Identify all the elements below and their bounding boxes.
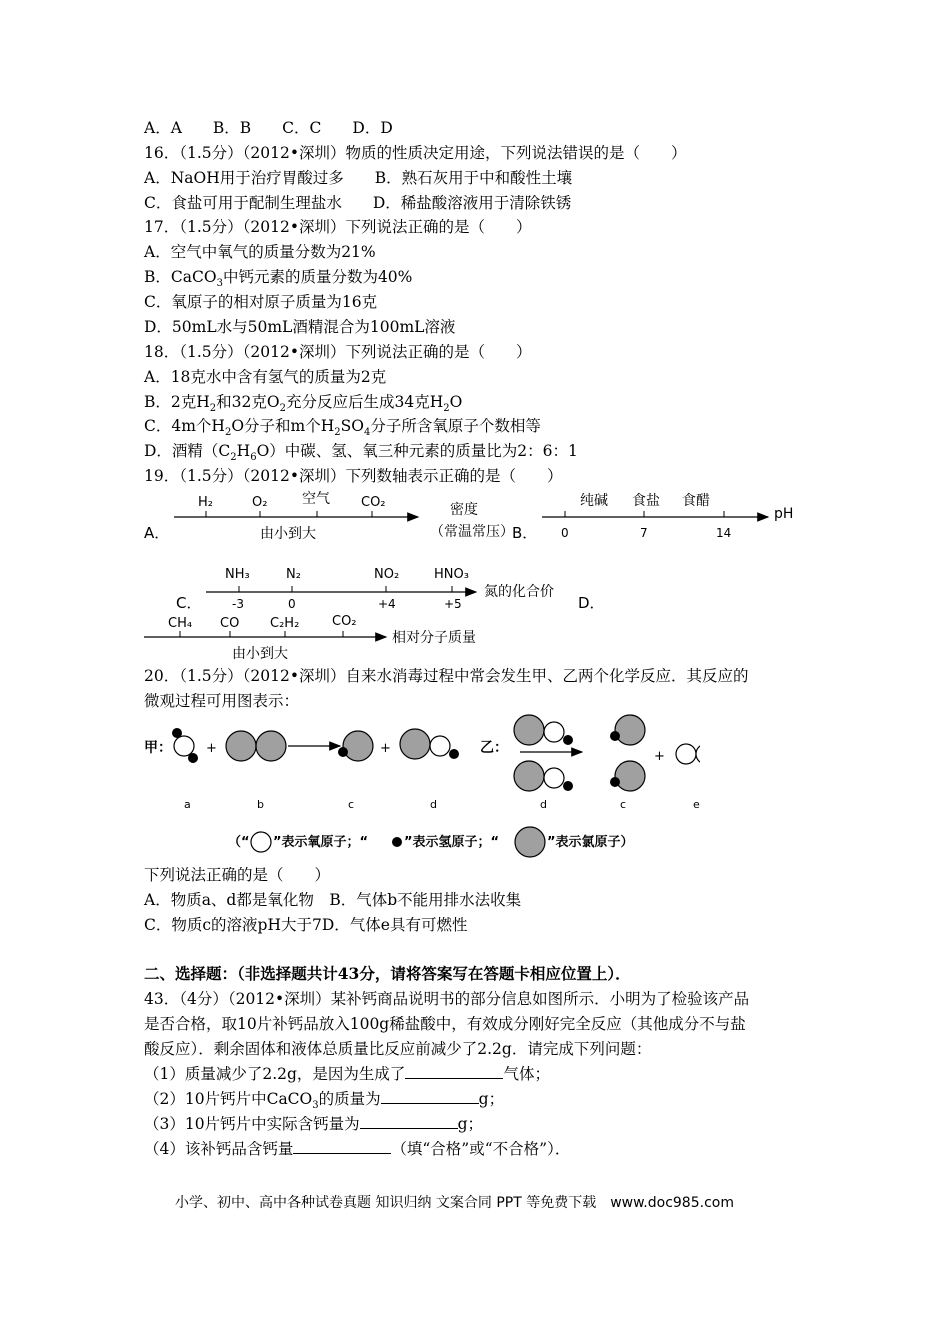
axis-c-label: C．: [176, 594, 202, 612]
legend-hydrogen-icon: [392, 837, 402, 847]
label-d2: d: [540, 798, 547, 811]
question-20-line2: 微观过程可用图表示：: [144, 692, 300, 710]
question-43-line3: 酸反应）．剩余固体和液体总质量比反应前减少了2.2g．请完成下列问题：: [144, 1040, 652, 1058]
q17-option-c: C．氧原子的相对原子质量为16克: [144, 293, 378, 311]
question-43-line1: 43．（4分）（2012•深圳）某补钙商品说明书的部分信息如图所示．小明为了检验该产品: [144, 990, 750, 1008]
answer-blank-4[interactable]: [293, 1139, 391, 1154]
axis-d-caption: 由小到大: [232, 646, 288, 662]
axis-c-item-no2: NO₂: [374, 567, 400, 582]
axis-d-item-c2h2: C₂H₂: [270, 616, 300, 631]
axis-a-item-co2: CO₂: [361, 495, 386, 510]
answer-blank-1[interactable]: [405, 1064, 503, 1079]
question-43-line2: 是否合格，取10片补钙品放入100g稀盐酸中，有效成分刚好完全反应（其他成分不与盐: [144, 1015, 746, 1033]
axis-b-tick-0: 0: [561, 526, 569, 540]
molecule-e-o1: [676, 744, 696, 764]
molecule-c-h: [338, 747, 348, 757]
axis-c-tick-4: +4: [378, 597, 396, 611]
label-b: b: [257, 798, 264, 811]
options-line-15: A．A B．B C．C D．D: [144, 119, 393, 137]
q16-options-cd: C．食盐可用于配制生理盐水 D．稀盐酸溶液用于清除铁锈: [144, 194, 572, 212]
axis-d-item-ch4: CH₄: [168, 616, 193, 631]
question-17: 17．（1.5分）（2012•深圳）下列说法正确的是（ ）: [144, 218, 532, 236]
answer-blank-2[interactable]: [381, 1089, 479, 1104]
legend-oxygen-icon: [251, 832, 271, 852]
axis-a-item-o2: O₂: [252, 495, 268, 510]
q20-options-ab: A．物质a、d都是氧化物 B．气体b不能用排水法收集: [144, 891, 522, 909]
axis-b-tick-14: 14: [716, 526, 732, 540]
section-2-heading: 二、选择题：（非选择题共计43分，请将答案写在答题卡相应位置上）．: [144, 964, 631, 983]
q18-option-a: A．18克水中含有氢气的质量为2克: [144, 368, 387, 386]
axis-a-caption: 由小到大: [260, 526, 316, 542]
molecule-b-cl1: [226, 731, 256, 761]
molecule-a-h1: [172, 728, 182, 738]
axis-d-label: D．: [578, 594, 605, 612]
axis-d-item-co: CO: [220, 616, 240, 631]
question-20-line1: 20．（1.5分）（2012•深圳）自来水消毒过程中常会发生甲、乙两个化学反应．其反应的: [144, 667, 749, 685]
legend-part4: ”表示氯原子）: [547, 835, 634, 850]
axis-a-right2: （常温常压）: [430, 524, 514, 540]
label-e: e: [693, 798, 700, 811]
axis-c-right: 氮的化合价: [484, 584, 554, 600]
q43-part2: （2）10片钙片中CaCO$_3$的质量为 g；: [144, 1090, 505, 1112]
question-16: 16．（1.5分）（2012•深圳）物质的性质决定用途，下列说法错误的是（ ）: [144, 144, 687, 162]
q18-option-b: B．2克$H_2$和32克$O_2$充分反应后生成34克$H_2O$: [144, 393, 463, 415]
axis-c-item-nh3: NH₃: [225, 567, 250, 582]
axis-c-tick-5: +5: [444, 597, 462, 611]
question-19: 19．（1.5分）（2012•深圳）下列数轴表示正确的是（ ）: [144, 467, 563, 485]
q17-option-d: D．50mL水与50mL酒精混合为100mL溶液: [144, 318, 456, 336]
axis-b-item-salt: 食盐: [632, 493, 660, 509]
axis-c-tick-0: 0: [288, 597, 296, 611]
molecule-a-h2: [188, 753, 198, 763]
legend-part1: （“: [228, 835, 250, 850]
molecule-e-o2: [696, 744, 700, 764]
legend-part3: ”表示氢原子；“: [404, 835, 500, 850]
q43-part3: （3）10片钙片中实际含钙量为 g；: [144, 1115, 484, 1133]
q16-options-ab: A．NaOH用于治疗胃酸过多 B．熟石灰用于中和酸性土壤: [144, 169, 573, 187]
q20-prompt: 下列说法正确的是（ ）: [144, 866, 331, 884]
axis-b-item-soda: 纯碱: [580, 493, 608, 509]
molecule-d-cl: [400, 729, 430, 759]
axis-a-right: 密度: [450, 502, 478, 518]
molecule-c-cl: [343, 731, 373, 761]
q17-option-a: A．空气中氧气的质量分数为21%: [144, 243, 376, 261]
q17-option-b: B．CaCO$_3$中钙元素的质量分数为40%: [144, 268, 413, 290]
molecule-d-h: [449, 749, 459, 759]
axis-a-item-air: 空气: [302, 491, 330, 507]
label-c2: c: [620, 798, 627, 811]
label-a: a: [184, 798, 191, 811]
molecule-a-oxygen: [174, 736, 194, 756]
label-c: c: [348, 798, 355, 811]
page-footer: 小学、初中、高中各种试卷真题 知识归纳 文案合同 PPT 等免费下载 www.doc985.com: [175, 1195, 734, 1211]
q20-options-cd: C．物质c的溶液pH大于7D．气体e具有可燃性: [144, 916, 468, 934]
reaction-jia-label: 甲：: [144, 740, 172, 756]
q18-option-c: C．4m个$H_2O$分子和m个$H_2SO_4$分子所含氧原子个数相等: [144, 417, 541, 439]
axis-b-right: pH: [774, 506, 794, 522]
axis-b-tick-7: 7: [640, 526, 648, 540]
plus-3: +: [654, 749, 665, 764]
molecule-d-o: [430, 736, 450, 756]
axis-b-item-vinegar: 食醋: [682, 493, 710, 509]
question-18: 18．（1.5分）（2012•深圳）下列说法正确的是（ ）: [144, 343, 532, 361]
axis-a-label: A．: [144, 524, 170, 542]
legend-part2: ”表示氧原子；“: [273, 835, 369, 850]
axis-c-tick-neg3: -3: [232, 597, 244, 611]
label-d: d: [430, 798, 437, 811]
q18-option-d: D．酒精$(C_2H_6O)$中碳、氢、氧三种元素的质量比为2：6：1: [144, 442, 578, 464]
q19-axes-figure: [140, 486, 820, 666]
plus-2: +: [380, 741, 391, 756]
axis-d-right: 相对分子质量: [392, 630, 476, 646]
axis-d-item-co2: CO₂: [332, 614, 357, 629]
axis-a-item-h2: H₂: [198, 495, 213, 510]
q43-part1: （1）质量减少了2.2g，是因为生成了 气体；: [144, 1065, 550, 1083]
axis-c-item-n2: N₂: [286, 567, 301, 582]
plus-1: +: [206, 741, 217, 756]
q20-reaction-figure: [140, 708, 700, 866]
legend-chlorine-icon: [515, 827, 545, 857]
axis-c-item-hno3: HNO₃: [434, 567, 469, 582]
axis-b-label: B．: [512, 524, 538, 542]
q43-part4: （4）该补钙品含钙量 （填“合格”或“不合格”）．: [144, 1140, 571, 1158]
molecule-b-cl2: [256, 731, 286, 761]
reaction-yi-label: 乙：: [480, 740, 508, 756]
answer-blank-3[interactable]: [360, 1114, 458, 1129]
